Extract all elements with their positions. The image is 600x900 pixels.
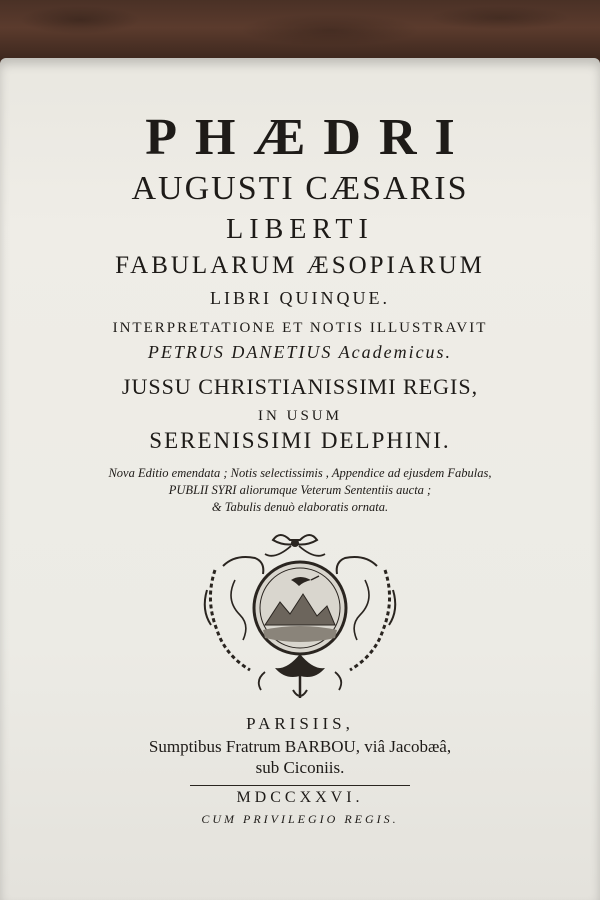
subtitle-libri: LIBRI QUINQUE.	[210, 288, 390, 308]
printer-device-emblem-icon	[195, 530, 405, 705]
main-title: PHÆDRI	[145, 109, 473, 166]
edition-note-line-2: PUBLII SYRI aliorumque Veterum Sententiis aucta ;	[168, 483, 432, 497]
imprint-publisher: Sumptibus Fratrum BARBOU, viâ Jacobæâ,	[148, 737, 452, 756]
interpretatione-line: INTERPRETATIONE ET NOTIS ILLUSTRAVIT	[112, 320, 488, 336]
book-binding	[0, 0, 600, 62]
jussu-line: JUSSU CHRISTIANISSIMI REGIS,	[121, 374, 479, 399]
author-line: PETRUS DANETIUS Academicus.	[147, 342, 453, 362]
imprint-privilege: CUM PRIVILEGIO REGIS.	[201, 812, 399, 826]
subtitle-liberti: LIBERTI	[226, 214, 374, 245]
edition-note-line-1: Nova Editio emendata ; Notis selectissimis , Appendice ad ejusdem Fabulas,	[108, 466, 492, 480]
imprint-city: PARISIIS,	[246, 714, 354, 733]
imprint-year: MDCCXXVI.	[236, 789, 364, 806]
subtitle-fabularum: FABULARUM ÆSOPIARUM	[115, 252, 485, 279]
imprint-sign: sub Ciconiis.	[255, 758, 345, 777]
serenissimi-line: SERENISSIMI DELPHINI.	[149, 428, 451, 453]
title-page	[0, 58, 600, 900]
imprint-divider	[190, 785, 410, 786]
subtitle-augusti: AUGUSTI CÆSARIS	[131, 170, 469, 207]
edition-note-line-3: & Tabulis denuò elaboratis ornata.	[211, 500, 389, 514]
in-usum-line: IN USUM	[258, 408, 342, 424]
